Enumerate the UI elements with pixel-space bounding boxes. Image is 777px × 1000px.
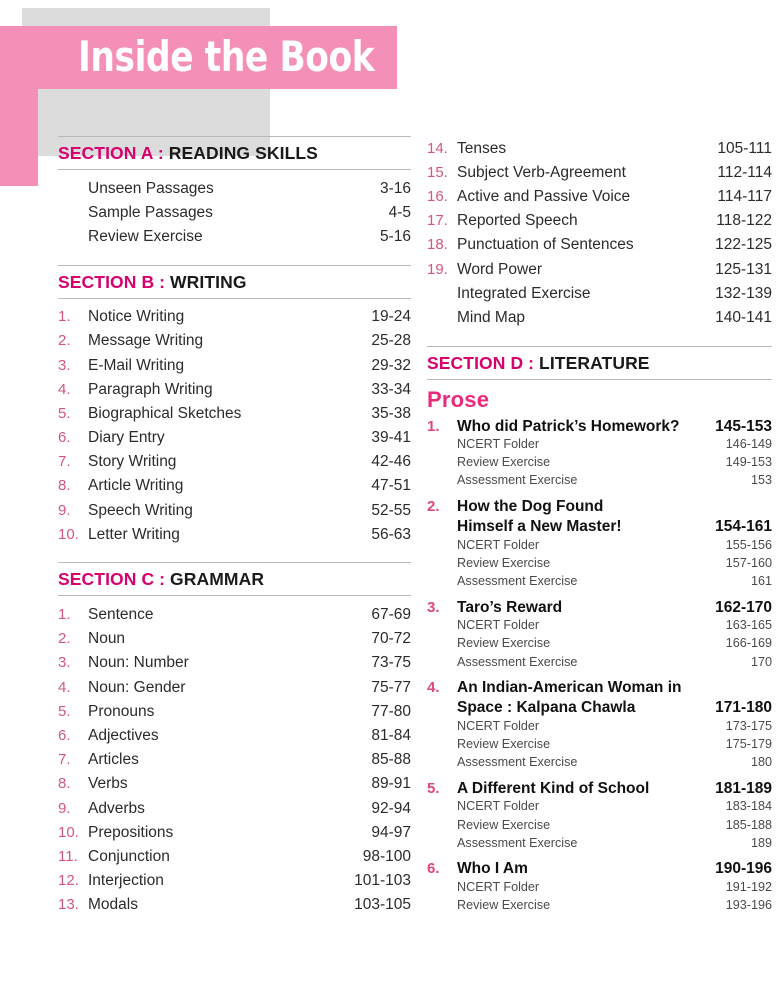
toc-row-pages: 105-111 xyxy=(717,139,772,157)
toc-row-label: Prepositions xyxy=(88,823,174,841)
toc-row-pages: 39-41 xyxy=(371,429,411,447)
literature-sub-pages: 155-156 xyxy=(725,537,772,552)
literature-sub-row[interactable] xyxy=(427,472,772,490)
toc-row-pages: 89-91 xyxy=(371,775,411,793)
toc-row[interactable] xyxy=(58,353,411,377)
literature-entry-pages: 190-196 xyxy=(715,860,772,878)
toc-row-number: 14. xyxy=(427,139,448,157)
toc-row-pages: 118-122 xyxy=(716,212,772,230)
literature-sub-row[interactable] xyxy=(427,754,772,772)
literature-sub-row[interactable] xyxy=(427,735,772,753)
section-heading xyxy=(58,265,411,299)
toc-row-pages: 4-5 xyxy=(388,203,411,221)
toc-row-number: 4. xyxy=(58,380,71,398)
literature-entry xyxy=(427,677,772,772)
toc-row-pages: 140-141 xyxy=(715,308,772,326)
toc-row-label: Conjunction xyxy=(88,847,170,865)
literature-sub-pages: 189 xyxy=(750,835,772,850)
section-heading-label: SECTION D : xyxy=(427,352,535,373)
literature-entry-title-row[interactable] xyxy=(427,778,772,798)
toc-row-number: 17. xyxy=(427,212,448,230)
toc-row-number: 6. xyxy=(58,429,71,447)
toc-row-number: 3. xyxy=(58,356,71,374)
toc-row[interactable] xyxy=(427,184,772,208)
literature-entry-title-row[interactable] xyxy=(427,516,772,536)
section-spacer xyxy=(58,546,411,562)
toc-row-label: Reported Speech xyxy=(457,212,578,230)
toc-row-label: Sample Passages xyxy=(88,203,213,221)
toc-row-label: Modals xyxy=(88,896,138,914)
toc-row-number: 12. xyxy=(58,872,79,890)
literature-sub-label: Review Exercise xyxy=(457,636,551,651)
toc-row-label: Paragraph Writing xyxy=(88,380,213,398)
toc-row-number: 5. xyxy=(58,404,71,422)
toc-row-label: Active and Passive Voice xyxy=(457,187,631,205)
toc-row-label: Articles xyxy=(88,751,139,769)
toc-row[interactable] xyxy=(58,772,411,796)
toc-row[interactable] xyxy=(58,522,411,546)
section-spacer xyxy=(427,330,772,346)
toc-row[interactable] xyxy=(58,426,411,450)
literature-sub-label: NCERT Folder xyxy=(457,437,540,452)
section-heading xyxy=(58,562,411,596)
toc-row-label: Letter Writing xyxy=(88,525,180,543)
toc-row-number: 3. xyxy=(58,654,71,672)
toc-row-label: Tenses xyxy=(457,139,507,157)
literature-sub-label: NCERT Folder xyxy=(457,718,540,733)
section-heading-name: READING SKILLS xyxy=(168,143,318,163)
toc-row[interactable] xyxy=(58,869,411,893)
literature-sub-row[interactable] xyxy=(427,572,772,590)
literature-sub-row[interactable] xyxy=(427,653,772,671)
toc-row-pages: 125-131 xyxy=(715,260,772,278)
literature-sub-row[interactable] xyxy=(427,878,772,896)
literature-sub-pages: 166-169 xyxy=(725,636,772,651)
toc-row[interactable] xyxy=(427,136,772,160)
literature-entry-title-row[interactable] xyxy=(427,416,772,436)
literature-entry-title-row[interactable] xyxy=(427,597,772,617)
toc-row-number: 6. xyxy=(58,726,71,744)
literature-sub-pages: 175-179 xyxy=(725,736,772,751)
toc-row-label: Unseen Passages xyxy=(88,179,214,197)
literature-sub-pages: 185-188 xyxy=(725,817,772,832)
toc-row-label: Mind Map xyxy=(457,308,526,326)
toc-row[interactable] xyxy=(58,474,411,498)
literature-sub-row[interactable] xyxy=(427,717,772,735)
literature-entry-title-row[interactable] xyxy=(427,858,772,878)
toc-row-number: 8. xyxy=(58,775,71,793)
literature-sub-pages: 163-165 xyxy=(725,618,772,633)
literature-sub-label: Assessment Exercise xyxy=(457,835,578,850)
literature-sub-label: Assessment Exercise xyxy=(457,654,578,669)
toc-row-pages: 56-63 xyxy=(371,525,411,543)
literature-entry-title: Who did Patrick’s Homework? xyxy=(457,417,680,435)
toc-row-pages: 94-97 xyxy=(371,823,411,841)
toc-row-pages: 33-34 xyxy=(371,380,411,398)
toc-row-label: E-Mail Writing xyxy=(88,356,185,374)
literature-entry xyxy=(427,778,772,853)
literature-entry-title: An Indian-American Woman in xyxy=(457,679,682,697)
toc-row[interactable] xyxy=(58,748,411,772)
literature-sub-label: Review Exercise xyxy=(457,736,551,751)
toc-row-pages: 29-32 xyxy=(371,356,411,374)
toc-row-pages: 52-55 xyxy=(371,501,411,519)
literature-sub-label: NCERT Folder xyxy=(457,618,540,633)
section-heading-label: SECTION B : xyxy=(58,271,166,292)
section-heading xyxy=(58,136,411,170)
toc-row-pages: 101-103 xyxy=(354,872,411,890)
literature-entry-title: How the Dog Found xyxy=(457,498,604,516)
section-heading-label: SECTION C : xyxy=(58,569,166,590)
toc-row-number: 1. xyxy=(58,308,71,326)
toc-row-label: Review Exercise xyxy=(88,227,203,245)
toc-row-pages: 42-46 xyxy=(371,453,411,471)
toc-row-number: 15. xyxy=(427,163,448,181)
toc-row-number: 4. xyxy=(58,678,71,696)
toc-row-pages: 81-84 xyxy=(371,726,411,744)
toc-row-pages: 3-16 xyxy=(379,179,411,197)
literature-entry-title-row[interactable] xyxy=(427,697,772,717)
literature-sub-row[interactable] xyxy=(427,798,772,816)
toc-row-number: 16. xyxy=(427,187,448,205)
toc-row[interactable] xyxy=(58,498,411,522)
toc-row[interactable] xyxy=(427,257,772,281)
literature-sub-pages: 183-184 xyxy=(725,799,772,814)
toc-row-pages: 92-94 xyxy=(371,799,411,817)
literature-sub-row[interactable] xyxy=(427,554,772,572)
toc-row-label: Noun: Gender xyxy=(88,678,186,696)
toc-row-pages: 67-69 xyxy=(371,606,411,624)
toc-row[interactable] xyxy=(58,820,411,844)
section-heading xyxy=(427,346,772,380)
section-spacer xyxy=(58,249,411,265)
literature-entry-title: Himself a New Master! xyxy=(457,518,622,536)
literature-entry-pages: 162-170 xyxy=(715,598,772,616)
literature-entry-title: Space : Kalpana Chawla xyxy=(457,699,636,717)
literature-sub-pages: 157-160 xyxy=(725,555,772,570)
literature-sub-pages: 170 xyxy=(750,654,772,669)
literature-entry xyxy=(427,858,772,914)
section-heading-name: GRAMMAR xyxy=(170,569,265,590)
literature-sub-label: NCERT Folder xyxy=(457,879,540,894)
toc-row-label: Speech Writing xyxy=(88,501,193,519)
literature-sub-row[interactable] xyxy=(427,897,772,915)
literature-entry-title: Who I Am xyxy=(457,860,528,878)
toc-row[interactable] xyxy=(58,627,411,651)
toc-row-label: Article Writing xyxy=(88,477,184,495)
toc-row-number: 1. xyxy=(58,606,71,624)
toc-row-label: Noun xyxy=(88,630,126,648)
toc-row-label: Notice Writing xyxy=(88,308,185,326)
literature-sub-pages: 149-153 xyxy=(725,455,772,470)
literature-sub-pages: 193-196 xyxy=(725,898,772,913)
toc-row-number: 7. xyxy=(58,751,71,769)
literature-sub-row[interactable] xyxy=(427,635,772,653)
literature-entry-pages: 171-180 xyxy=(715,699,772,717)
toc-row-label: Adjectives xyxy=(88,726,159,744)
toc-row-number: 5. xyxy=(58,702,71,720)
toc-row[interactable] xyxy=(58,401,411,425)
literature-sub-pages: 180 xyxy=(750,755,772,770)
toc-row-pages: 132-139 xyxy=(715,284,772,302)
literature-sub-label: Review Exercise xyxy=(457,898,551,913)
literature-entry-number: 1. xyxy=(427,417,440,435)
toc-row-pages: 112-114 xyxy=(717,163,772,181)
toc-row-label: Integrated Exercise xyxy=(457,284,591,302)
toc-row-number: 2. xyxy=(58,332,71,350)
toc-row-pages: 5-16 xyxy=(379,227,411,245)
literature-sub-label: Review Exercise xyxy=(457,455,551,470)
literature-sub-pages: 173-175 xyxy=(725,718,772,733)
literature-sub-row[interactable] xyxy=(427,536,772,554)
page-title: Inside the Book xyxy=(78,32,375,81)
literature-sub-pages: 146-149 xyxy=(725,437,772,452)
literature-entry-title-row[interactable] xyxy=(427,677,772,697)
toc-row-pages: 85-88 xyxy=(371,751,411,769)
toc-row-label: Diary Entry xyxy=(88,429,165,447)
toc-row[interactable] xyxy=(58,796,411,820)
literature-entry-number: 2. xyxy=(427,498,440,516)
toc-row[interactable] xyxy=(58,723,411,747)
toc-row-label: Word Power xyxy=(457,260,542,278)
literature-sub-row[interactable] xyxy=(427,816,772,834)
toc-row[interactable] xyxy=(427,305,772,329)
toc-row-number: 2. xyxy=(58,630,71,648)
toc-row-label: Noun: Number xyxy=(88,654,189,672)
toc-row-label: Biographical Sketches xyxy=(88,404,242,422)
toc-row[interactable] xyxy=(58,699,411,723)
literature-sub-label: Assessment Exercise xyxy=(457,574,578,589)
literature-entry-number: 4. xyxy=(427,679,440,697)
literature-sub-label: Review Exercise xyxy=(457,817,551,832)
toc-row-number: 18. xyxy=(427,236,448,254)
toc-row[interactable] xyxy=(427,281,772,305)
toc-row-label: Sentence xyxy=(88,606,154,624)
toc-row[interactable] xyxy=(58,651,411,675)
prose-heading: Prose xyxy=(427,386,490,412)
toc-row-number: 9. xyxy=(58,799,71,817)
toc-row-number: 10. xyxy=(58,823,79,841)
literature-entry-pages: 145-153 xyxy=(715,417,772,435)
literature-entry-pages: 154-161 xyxy=(715,518,772,536)
literature-sub-row[interactable] xyxy=(427,617,772,635)
literature-entry-number: 3. xyxy=(427,598,440,616)
toc-row-label: Subject Verb-Agreement xyxy=(457,163,626,181)
literature-entry-pages: 181-189 xyxy=(715,779,772,797)
toc-row[interactable] xyxy=(58,602,411,626)
right-column xyxy=(427,136,772,916)
toc-row-pages: 77-80 xyxy=(371,702,411,720)
toc-row[interactable] xyxy=(58,377,411,401)
literature-entry xyxy=(427,597,772,672)
literature-entry-number: 6. xyxy=(427,860,440,878)
literature-entry xyxy=(427,496,772,591)
literature-sub-label: Review Exercise xyxy=(457,555,551,570)
toc-row-label: Verbs xyxy=(88,775,128,793)
literature-entry xyxy=(427,416,772,491)
toc-row-label: Interjection xyxy=(88,872,164,890)
toc-row[interactable] xyxy=(427,209,772,233)
literature-sub-label: NCERT Folder xyxy=(457,537,540,552)
toc-row[interactable] xyxy=(427,233,772,257)
toc-row-number: 7. xyxy=(58,453,71,471)
literature-entry-title-row[interactable] xyxy=(427,496,772,516)
toc-row-number: 13. xyxy=(58,896,79,914)
toc-row-number: 8. xyxy=(58,477,71,495)
toc-row-pages: 75-77 xyxy=(371,678,411,696)
toc-row[interactable] xyxy=(427,160,772,184)
literature-sub-pages: 161 xyxy=(750,574,772,589)
literature-entry-title: A Different Kind of School xyxy=(457,779,650,797)
section-heading-name: LITERATURE xyxy=(539,352,650,373)
literature-sub-row[interactable] xyxy=(427,436,772,454)
toc-row-pages: 35-38 xyxy=(371,404,411,422)
toc-row-number: 19. xyxy=(427,260,448,278)
literature-sub-pages: 191-192 xyxy=(725,879,772,894)
toc-row-label: Pronouns xyxy=(88,702,155,720)
literature-sub-label: Assessment Exercise xyxy=(457,755,578,770)
toc-row-pages: 98-100 xyxy=(362,847,411,865)
toc-row-pages: 47-51 xyxy=(371,477,411,495)
toc-row-number: 10. xyxy=(58,525,79,543)
toc-row[interactable] xyxy=(58,224,411,248)
toc-row-number: 9. xyxy=(58,501,71,519)
literature-entry-number: 5. xyxy=(427,779,440,797)
toc-row-label: Punctuation of Sentences xyxy=(457,236,634,254)
toc-row-pages: 70-72 xyxy=(371,630,411,648)
toc-row-label: Adverbs xyxy=(88,799,145,817)
toc-row[interactable] xyxy=(58,305,411,329)
toc-row[interactable] xyxy=(58,200,411,224)
toc-row-pages: 103-105 xyxy=(354,896,411,914)
toc-row-pages: 114-117 xyxy=(717,187,772,205)
section-heading-label: SECTION A : xyxy=(58,143,164,163)
literature-entry-title: Taro’s Reward xyxy=(457,598,563,616)
toc-row-label: Story Writing xyxy=(88,453,177,471)
toc-row[interactable] xyxy=(58,176,411,200)
toc-row[interactable] xyxy=(58,893,411,917)
toc-row[interactable] xyxy=(58,329,411,353)
literature-sub-pages: 153 xyxy=(750,473,772,488)
toc-row[interactable] xyxy=(58,844,411,868)
left-column xyxy=(58,136,411,917)
toc-row-pages: 25-28 xyxy=(371,332,411,350)
toc-row-label: Message Writing xyxy=(88,332,204,350)
literature-sub-label: NCERT Folder xyxy=(457,799,540,814)
toc-row-number: 11. xyxy=(58,847,78,865)
literature-sub-row[interactable] xyxy=(427,454,772,472)
literature-sub-row[interactable] xyxy=(427,834,772,852)
toc-row[interactable] xyxy=(58,675,411,699)
toc-row-pages: 19-24 xyxy=(371,308,411,326)
literature-sub-label: Assessment Exercise xyxy=(457,473,578,488)
toc-row[interactable] xyxy=(58,450,411,474)
toc-row-pages: 122-125 xyxy=(715,236,772,254)
toc-row-pages: 73-75 xyxy=(371,654,411,672)
section-heading-name: WRITING xyxy=(170,271,247,292)
